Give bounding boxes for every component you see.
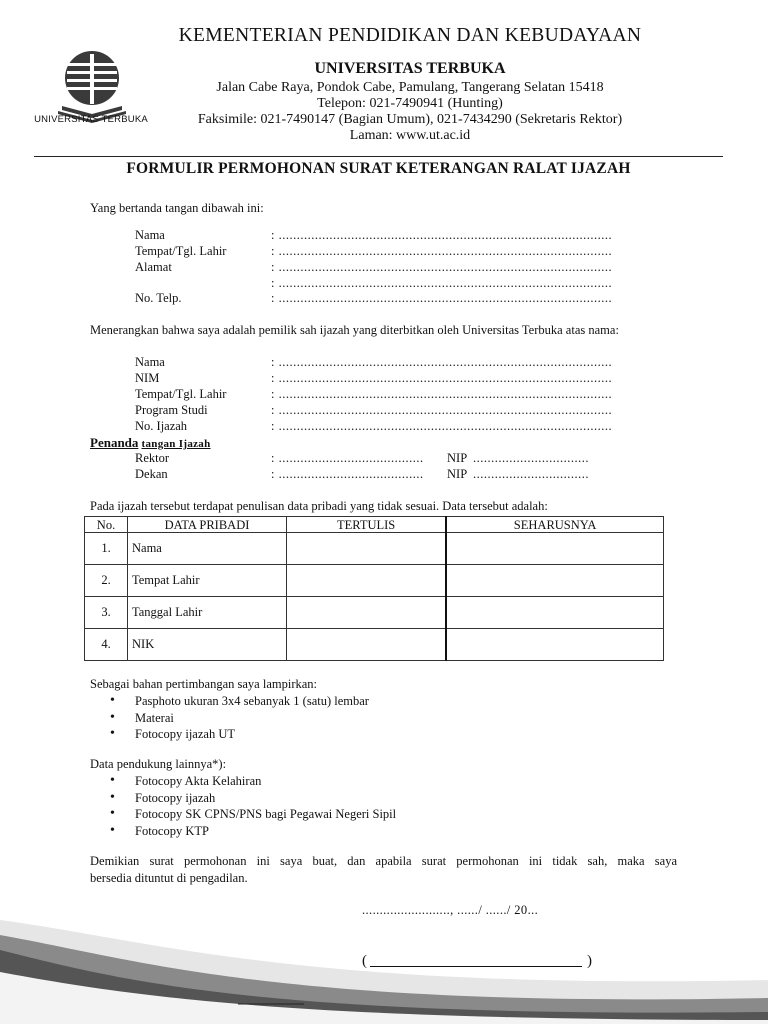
owner-program-field[interactable]: : ............................................................................................ (271, 403, 613, 417)
signer-heading-a: Penanda (90, 435, 139, 450)
list-item: • Materai (100, 710, 369, 727)
section2-intro: Menerangkan bahwa saya adalah pemilik sah ijazah yang diterbitkan oleh Universitas Terbuka atas nama: (90, 323, 619, 337)
owner-birth-label: Tempat/Tgl. Lahir (135, 387, 227, 401)
row-no: 1. (85, 533, 128, 565)
row-seharusnya-cell[interactable] (446, 533, 663, 565)
list-item: • Fotocopy ijazah (100, 790, 396, 807)
header-tertulis: TERTULIS (287, 517, 447, 533)
signer-heading-b: tangan Ijazah (141, 438, 211, 450)
rektor-label: Rektor (135, 451, 170, 465)
closing-line-2: bersedia dituntut di pengadilan. (90, 871, 248, 885)
header-seharusnya: SEHARUSNYA (446, 517, 663, 533)
footer-swoosh-decoration (0, 880, 768, 1024)
rektor-nip-label: NIP (447, 451, 468, 465)
applicant-birth-label: Tempat/Tgl. Lahir (135, 244, 227, 258)
applicant-address-field-2[interactable]: : ............................................................................................ (271, 276, 613, 290)
row-seharusnya-cell[interactable] (446, 597, 663, 629)
list-item: • Pasphoto ukuran 3x4 sebanyak 1 (satu) lembar (100, 693, 369, 710)
applicant-name-label: Nama (135, 228, 165, 242)
row-seharusnya-cell[interactable] (446, 629, 663, 661)
row-item: NIK (128, 629, 287, 661)
owner-name-label: Nama (135, 355, 165, 369)
fax: Faksimile: 021-7490147 (Bagian Umum), 021-7434290 (Sekretaris Rektor) (197, 112, 623, 127)
table-header-row (85, 517, 664, 533)
section1-intro: Yang bertanda tangan dibawah ini: (90, 201, 264, 215)
row-tertulis-cell[interactable] (287, 565, 447, 597)
row-item: Tempat Lahir (128, 565, 287, 597)
row-item: Tanggal Lahir (128, 597, 287, 629)
applicant-address-field[interactable]: : ............................................................................................ (271, 260, 613, 274)
table-row (85, 565, 664, 597)
row-item: Nama (128, 533, 287, 565)
owner-ijazah-field[interactable]: : ............................................................................................ (271, 419, 613, 433)
date-field[interactable]: ........................., ....../ ....../ 20... (362, 903, 539, 917)
data-correction-table (84, 516, 664, 661)
dekan-field[interactable]: : ........................................ (271, 467, 424, 481)
row-no: 4. (85, 629, 128, 661)
list-item: • Fotocopy Akta Kelahiran (100, 773, 396, 790)
table-intro: Pada ijazah tersebut terdapat penulisan data pribadi yang tidak sesuai. Data tersebut adalah: (90, 499, 548, 513)
rektor-field[interactable]: : ........................................ (271, 451, 424, 465)
row-no: 3. (85, 597, 128, 629)
signature-open-paren: ( (362, 953, 367, 969)
signature-close-paren: ) (587, 953, 592, 969)
row-tertulis-cell[interactable] (287, 533, 447, 565)
owner-name-field[interactable]: : ............................................................................................ (271, 355, 613, 369)
applicant-address-label: Alamat (135, 260, 172, 274)
owner-program-label: Program Studi (135, 403, 208, 417)
header-divider (34, 156, 723, 157)
row-tertulis-cell[interactable] (287, 629, 447, 661)
table-row (85, 597, 664, 629)
applicant-birth-field[interactable]: : ............................................................................................ (271, 244, 613, 258)
owner-birth-field[interactable]: : ............................................................................................ (271, 387, 613, 401)
list-item: • Fotocopy SK CPNS/PNS bagi Pegawai Negeri Sipil (100, 806, 396, 823)
attachments-intro: Sebagai bahan pertimbangan saya lampirkan: (90, 677, 318, 691)
applicant-name-field[interactable]: : ............................................................................................ (271, 228, 613, 242)
owner-nim-label: NIM (135, 371, 160, 385)
website: Laman: www.ut.ac.id (349, 128, 471, 143)
list-item: • Fotocopy KTP (100, 823, 396, 840)
logo-caption: UNIVERSITAS TERBUKA (34, 114, 148, 125)
address: Jalan Cabe Raya, Pondok Cabe, Pamulang, Tangerang Selatan 15418 (216, 80, 604, 95)
form-title: FORMULIR PERMOHONAN SURAT KETERANGAN RALAT IJAZAH (126, 160, 631, 177)
supporting-intro: Data pendukung lainnya*): (90, 757, 227, 771)
attachments-list (100, 693, 369, 743)
owner-nim-field[interactable]: : ............................................................................................ (271, 371, 613, 385)
header-no: No. (85, 517, 128, 533)
row-seharusnya-cell[interactable] (446, 565, 663, 597)
row-no: 2. (85, 565, 128, 597)
owner-ijazah-label: No. Ijazah (135, 419, 188, 433)
phone: Telepon: 021-7490941 (Hunting) (317, 96, 503, 111)
university-name: UNIVERSITAS TERBUKA (314, 60, 506, 77)
applicant-phone-field[interactable]: : ............................................................................................ (271, 291, 613, 305)
table-row (85, 629, 664, 661)
dekan-nip-label: NIP (447, 467, 468, 481)
list-item: • Fotocopy ijazah UT (100, 726, 369, 743)
supporting-list (100, 773, 396, 839)
signer-heading (90, 435, 211, 451)
dekan-label: Dekan (135, 467, 168, 481)
header-data-pribadi: DATA PRIBADI (128, 517, 287, 533)
table-row (85, 533, 664, 565)
ministry-name: KEMENTERIAN PENDIDIKAN DAN KEBUDAYAAN (178, 25, 642, 46)
rektor-nip-field[interactable]: ................................ (473, 451, 589, 465)
dekan-nip-field[interactable]: ................................ (473, 467, 589, 481)
row-tertulis-cell[interactable] (287, 597, 447, 629)
applicant-phone-label: No. Telp. (135, 291, 182, 305)
closing-line-1: Demikian surat permohonan ini saya buat, dan apabila surat permohonan ini tidak sah, maka saya (90, 854, 677, 868)
